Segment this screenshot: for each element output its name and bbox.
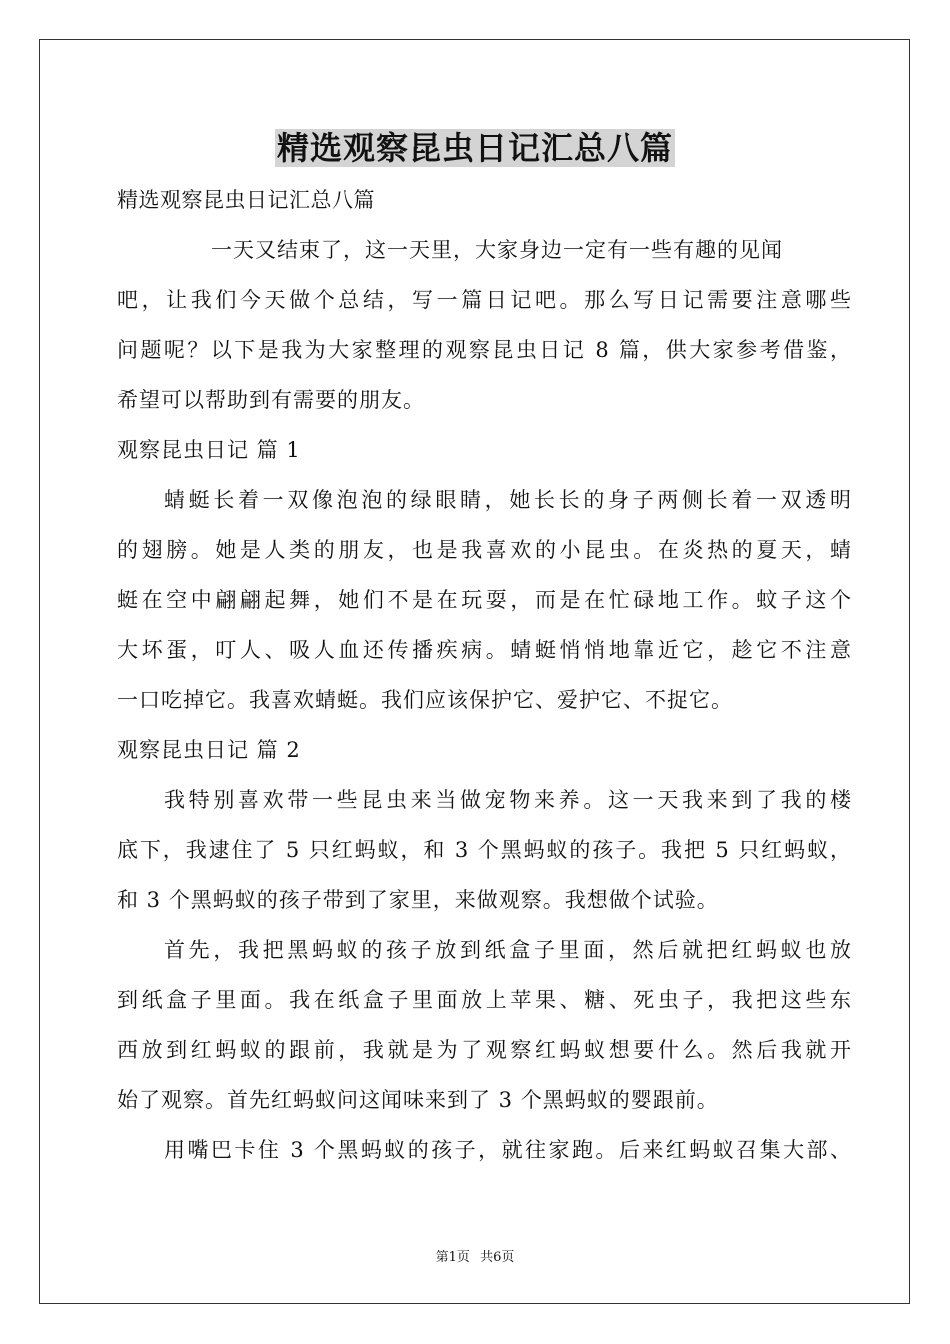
paragraph-3-line-4: 始了观察。首先红蚂蚁问这闻味来到了 3 个黑蚂蚁的婴跟前。: [117, 1088, 719, 1112]
paragraph-4-line-1: 用嘴巴卡住 3 个黑蚂蚁的孩子，就往家跑。后来红蚂蚁召集大部、: [164, 1138, 852, 1162]
paragraph-1-line-1: 蜻蜓长着一双像泡泡的绿眼睛，她长长的身子两侧长着一双透明: [164, 488, 852, 512]
section-heading-2: 观察昆虫日记 篇 2: [117, 738, 301, 762]
paragraph-3-line-2: 到纸盒子里面。我在纸盒子里面放上苹果、糖、死虫子，我把这些东: [117, 988, 852, 1012]
paragraph-3-line-3: 西放到红蚂蚁的跟前，我就是为了观察红蚂蚁想要什么。然后我就开: [117, 1038, 852, 1062]
subtitle-line: 精选观察昆虫日记汇总八篇: [117, 188, 375, 212]
page-footer: [0, 1246, 950, 1265]
page-number-current: 第1页: [435, 1250, 470, 1265]
intro-line-3: 问题呢？以下是我为大家整理的观察昆虫日记 8 篇，供大家参考借鉴，: [117, 338, 852, 362]
page-number-total: 共6页: [480, 1250, 515, 1265]
paragraph-3-line-1: 首先，我把黑蚂蚁的孩子放到纸盒子里面，然后就把红蚂蚁也放: [164, 938, 852, 962]
paragraph-2-line-3: 和 3 个黑蚂蚁的孩子带到了家里，来做观察。我想做个试验。: [117, 888, 719, 912]
paragraph-2-line-2: 底下，我逮住了 5 只红蚂蚁，和 3 个黑蚂蚁的孩子。我把 5 只红蚂蚁，: [117, 838, 852, 862]
intro-line-2: 吧，让我们今天做个总结，写一篇日记吧。那么写日记需要注意哪些: [117, 288, 852, 312]
paragraph-1-line-5: 一口吃掉它。我喜欢蜻蜓。我们应该保护它、爱护它、不捉它。: [117, 688, 733, 712]
document-body: [117, 175, 852, 1175]
intro-line-4: 希望可以帮助到有需要的朋友。: [117, 388, 425, 412]
paragraph-1-line-3: 蜓在空中翩翩起舞，她们不是在玩耍，而是在忙碌地工作。蚊子这个: [117, 588, 852, 612]
paragraph-1-line-4: 大坏蛋，叮人、吸人血还传播疾病。蜻蜓悄悄地靠近它，趁它不注意: [117, 638, 852, 662]
section-heading-1: 观察昆虫日记 篇 1: [117, 438, 301, 462]
document-title-text: 精选观察昆虫日记汇总八篇: [276, 129, 673, 167]
document-title: [0, 126, 950, 170]
paragraph-2-line-1: 我特别喜欢带一些昆虫来当做宠物来养。这一天我来到了我的楼: [164, 788, 852, 812]
intro-line-1: 一天又结束了，这一天里，大家身边一定有一些有趣的见闻: [211, 238, 783, 262]
paragraph-1-line-2: 的翅膀。她是人类的朋友，也是我喜欢的小昆虫。在炎热的夏天，蜻: [117, 538, 852, 562]
